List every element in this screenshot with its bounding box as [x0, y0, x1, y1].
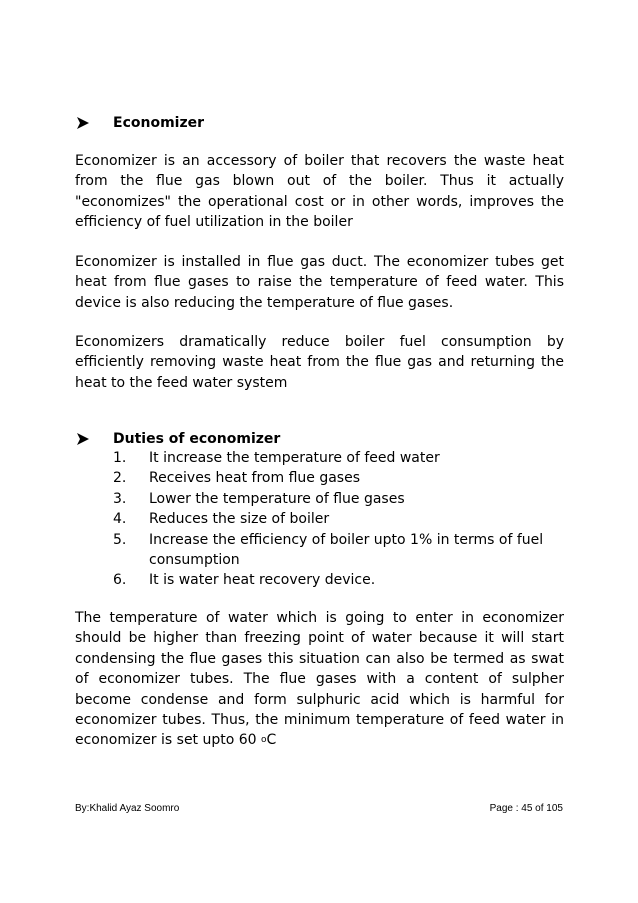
- footer-page-number: Page : 45 of 105: [489, 803, 563, 814]
- section-heading-economizer: Economizer: [113, 115, 204, 131]
- list-item: 1. It increase the temperature of feed water: [113, 450, 440, 466]
- list-item: 6. It is water heat recovery device.: [113, 572, 376, 589]
- list-item: 5. Increase the efficiency of boiler upto 1% in terms of fuel consumption: [113, 531, 544, 569]
- paragraph-1: Economizer is an accessory of boiler that recovers the waste heat from the flue gas blown out of the boiler. Thus it actually "economizes" the operational cost or in other words, improves the efficiency of fuel utilization in the boiler: [75, 153, 564, 231]
- duties-list: [113, 448, 563, 591]
- paragraph-3: Economizers dramatically reduce boiler fuel consumption by efficiently removing waste heat from the flue gas and returning the heat to the feed water system: [75, 334, 564, 391]
- footer-author: By:Khalid Ayaz Soomro: [75, 803, 180, 814]
- paragraph-4: The temperature of water which is going to enter in economizer should be higher than freezing point of water because it will start condensing the flue gases this situation can also be termed as swat of economizer tubes. The flue gases with a content of sulpher become condense and form sulphuric acid which is harmful for economizer tubes. Thus, the minimum temperature of feed water in economizer is set upto 60 $^o$C: [75, 610, 564, 749]
- list-item: 2. Receives heat from flue gases: [113, 470, 361, 487]
- list-item: 3. Lower the temperature of flue gases: [113, 490, 405, 507]
- paragraph-2: Economizer is installed in flue gas duct. The economizer tubes get heat from flue gases to raise the temperature of feed water. This device is also reducing the temperature of flue gases.: [75, 254, 564, 311]
- list-item: 4. Reduces the size of boiler: [113, 511, 330, 528]
- arrow-bullet-icon: [76, 116, 90, 130]
- arrow-bullet-icon: [76, 432, 90, 446]
- section-heading-duties: Duties of economizer: [113, 431, 281, 447]
